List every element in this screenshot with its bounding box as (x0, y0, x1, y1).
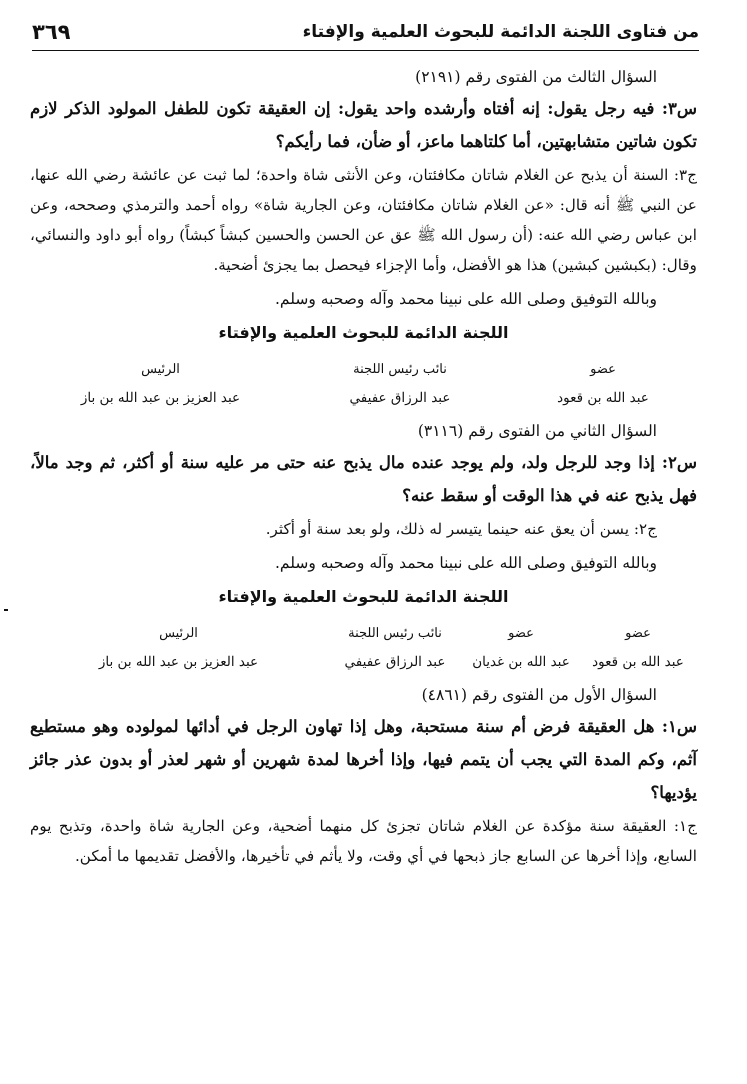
signature-title: الرئيس (141, 362, 180, 377)
answer-text: ج٢: يسن أن يعق عنه حينما يتيسر له ذلك، ولو بعد سنة أو أكثر. (265, 520, 657, 538)
committee-name: اللجنة الدائمة للبحوث العلمية والإفتاء (218, 323, 509, 342)
signature-member (579, 620, 697, 676)
signature-member (463, 620, 579, 676)
question-heading: السؤال الثالث من الفتوى رقم (٢١٩١) (415, 68, 657, 86)
committee-name: اللجنة الدائمة للبحوث العلمية والإفتاء (218, 587, 509, 606)
question-heading: السؤال الأول من الفتوى رقم (٤٨٦١) (421, 686, 657, 704)
signature-member (509, 356, 697, 412)
question-text: س٢: إذا وجد للرجل ولد، ولم يوجد عنده مال يذبح عنه حتى مر عليه سنة أو أكثر، ثم وجد مالاً، فهل يذبح عنه في هذا الوقت أو سقط عنه؟ (30, 453, 697, 505)
signature-vice-chair (327, 620, 463, 676)
question-text: س٣: فيه رجل يقول: إنه أفتاه وأرشده واحد يقول: إن العقيقة تكون للطفل المولود الذكر لازم تكون شاتين متشابهتين، أما كلتاهما ماعز، أو ضأن، فما رأيكم؟ (30, 99, 697, 151)
question-text: س١: هل العقيقة فرض أم سنة مستحبة، وهل إذا تهاون الرجل في أدائها لمولوده وهو مستطيع آثم، وكم المدة التي يجب أن يتمم فيها، وإذا أخرها لمدة شهرين أو شهر لعذر أو بدون عذر جائز يؤديها؟ (30, 717, 697, 802)
question-heading: السؤال الثاني من الفتوى رقم (٣١١٦) (417, 422, 657, 440)
signature-name: عبد الله بن قعود (557, 390, 649, 406)
fatwa-section (30, 416, 697, 676)
signature-title: نائب رئيس اللجنة (353, 362, 447, 377)
signature-name: عبد العزيز بن عبد الله بن باز (98, 654, 259, 670)
closing-formula: وبالله التوفيق وصلى الله على نبينا محمد وآله وصحبه وسلم. (274, 290, 657, 308)
signature-vice-chair (291, 356, 509, 412)
page-body (30, 62, 697, 875)
signature-title: عضو (590, 362, 616, 377)
fatwa-section (30, 680, 697, 871)
answer-text: ج٣: السنة أن يذبح عن الغلام شاتان مكافئتان، وعن الأنثى شاة واحدة؛ لما ثبت عن عائشة رضي الله عنها، عن النبي ﷺ أنه قال: «عن الغلام شاتان مكافئتان، وعن الجارية شاة» رواه أحمد والترمذي وصححه، وعن ابن عباس رضي الله عنه: (أن رسول الله ﷺ عق عن الحسن والحسين كبشاً كبشاً) رواه أبو داود والنسائي، وقال: (بكبشين كبشين) هذا هو الأفضل، وأما الإجزاء فيحصل بما يجزئ أضحية. (30, 166, 697, 274)
signature-chair (30, 356, 291, 412)
signature-title: عضو (508, 626, 534, 641)
signature-name: عبد الرزاق عفيفي (344, 654, 446, 670)
fatwa-section (30, 62, 697, 412)
signature-block (30, 620, 697, 676)
running-title: من فتاوى اللجنة الدائمة للبحوث العلمية والإفتاء (302, 22, 699, 42)
page-number: ٣٦٩ (32, 20, 71, 44)
signature-block (30, 356, 697, 412)
answer-text: ج١: العقيقة سنة مؤكدة عن الغلام شاتان تجزئ كل منهما أضحية، وعن الجارية شاة واحدة، وتذبح يوم السابع، وإذا أخرها عن السابع جاز ذبحها في أي وقت، ولا يأثم في تأخيرها، والأفضل تقديمها ما أمكن. (30, 817, 697, 865)
signature-name: عبد العزيز بن عبد الله بن باز (80, 390, 241, 406)
signature-name: عبد الله بن غديان (472, 654, 570, 670)
signature-chair (30, 620, 327, 676)
signature-name: عبد الرزاق عفيفي (349, 390, 451, 406)
signature-title: نائب رئيس اللجنة (348, 626, 442, 641)
signature-title: الرئيس (159, 626, 198, 641)
closing-formula: وبالله التوفيق وصلى الله على نبينا محمد وآله وصحبه وسلم. (274, 554, 657, 572)
signature-title: عضو (625, 626, 651, 641)
running-header (32, 14, 699, 51)
signature-name: عبد الله بن قعود (592, 654, 684, 670)
margin-mark (4, 609, 8, 611)
